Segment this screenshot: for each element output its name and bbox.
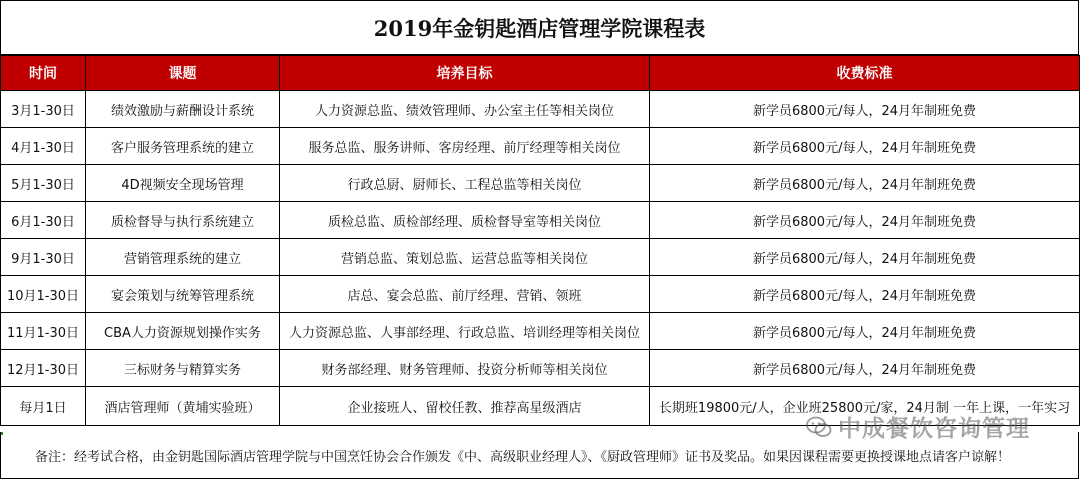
schedule-title: 2019年金钥匙酒店管理学院课程表 (0, 0, 1079, 55)
cell-goal: 人力资源总监、绩效管理师、办公室主任等相关岗位 (280, 91, 650, 128)
table-row (1, 165, 1080, 202)
footer-note: 备注：经考试合格，由金钥匙国际酒店管理学院与中国烹饪协会合作颁发《中、高级职业经理人》、《厨政管理师》证书及奖品。如果因课程需要更换授课地点请客户谅解！ (0, 432, 1079, 479)
cell-fee: 新学员6800元/每人，24月年制班免费 (650, 91, 1080, 128)
cell-time: 9月1-30日 (1, 239, 86, 276)
cell-time: 4月1-30日 (1, 128, 86, 165)
cell-goal: 企业接班人、留校任教、推荐高星级酒店 (280, 387, 650, 426)
cell-goal: 人力资源总监、人事部经理、行政总监、培训经理等相关岗位 (280, 313, 650, 350)
table-row (1, 128, 1080, 165)
header-fee: 收费标准 (650, 56, 1080, 91)
cell-time: 5月1-30日 (1, 165, 86, 202)
cell-fee: 新学员6800元/每人，24月年制班免费 (650, 128, 1080, 165)
cell-goal: 财务部经理、财务管理师、投资分析师等相关岗位 (280, 350, 650, 387)
cell-fee: 新学员6800元/每人，24月年制班免费 (650, 276, 1080, 313)
cell-topic: 宴会策划与统筹管理系统 (86, 276, 280, 313)
cell-topic: 三标财务与精算实务 (86, 350, 280, 387)
table-row (1, 313, 1080, 350)
cell-fee: 新学员6800元/每人，24月年制班免费 (650, 165, 1080, 202)
cell-topic: 酒店管理师（黄埔实验班） (86, 387, 280, 426)
cell-topic: 4D视频安全现场管理 (86, 165, 280, 202)
cell-time: 11月1-30日 (1, 313, 86, 350)
cell-time: 3月1-30日 (1, 91, 86, 128)
cell-fee: 新学员6800元/每人，24月年制班免费 (650, 313, 1080, 350)
table-row (1, 91, 1080, 128)
table-row (1, 350, 1080, 387)
cell-goal: 服务总监、服务讲师、客房经理、前厅经理等相关岗位 (280, 128, 650, 165)
header-topic: 课题 (86, 56, 280, 91)
table-header-row (1, 56, 1080, 91)
table-row (1, 239, 1080, 276)
cell-goal: 营销总监、策划总监、运营总监等相关岗位 (280, 239, 650, 276)
cell-goal: 行政总厨、厨师长、工程总监等相关岗位 (280, 165, 650, 202)
cell-fee: 新学员6800元/每人，24月年制班免费 (650, 239, 1080, 276)
table-row (1, 276, 1080, 313)
cell-time: 每月1日 (1, 387, 86, 426)
cell-topic: CBA人力资源规划操作实务 (86, 313, 280, 350)
cell-topic: 客户服务管理系统的建立 (86, 128, 280, 165)
cell-topic: 质检督导与执行系统建立 (86, 202, 280, 239)
table-row (1, 387, 1080, 426)
cell-fee: 长期班19800元/人，企业班25800元/家，24月制 一年上课，一年实习 (650, 387, 1080, 426)
cell-time: 12月1-30日 (1, 350, 86, 387)
header-time: 时间 (1, 56, 86, 91)
schedule-table (0, 55, 1080, 426)
cell-time: 6月1-30日 (1, 202, 86, 239)
watermark-text: 中成餐饮咨询管理 (838, 416, 1030, 442)
table-row (1, 202, 1080, 239)
cell-fee: 新学员6800元/每人，24月年制班免费 (650, 202, 1080, 239)
header-goal: 培养目标 (280, 56, 650, 91)
cell-topic: 营销管理系统的建立 (86, 239, 280, 276)
cell-time: 10月1-30日 (1, 276, 86, 313)
cell-topic: 绩效激励与薪酬设计系统 (86, 91, 280, 128)
cell-goal: 质检总监、质检部经理、质检督导室等相关岗位 (280, 202, 650, 239)
cell-fee: 新学员6800元/每人，24月年制班免费 (650, 350, 1080, 387)
cell-goal: 店总、宴会总监、前厅经理、营销、领班 (280, 276, 650, 313)
